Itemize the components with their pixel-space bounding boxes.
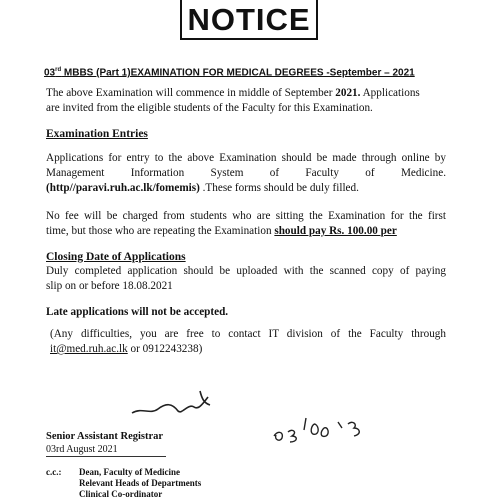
handwritten-date-mark xyxy=(270,410,390,450)
fee-text: time, but those who are repeating the Examination xyxy=(46,225,275,237)
intro-line-2: are invited from the eligible students of the Faculty for this Examination. xyxy=(46,102,373,114)
signature-date: 03rd August 2021 xyxy=(46,444,118,455)
entries-paragraph xyxy=(46,151,446,196)
cc-item: Relevant Heads of Departments xyxy=(79,478,202,488)
fee-amount: should pay Rs. 100.00 per xyxy=(274,225,397,237)
intro-line-1 xyxy=(46,86,446,101)
intro-paragraph xyxy=(46,86,446,116)
intro-text-c: Applications xyxy=(360,87,420,99)
closing-line-1: Duly completed application should be uploaded with the scanned copy of paying xyxy=(46,265,446,277)
contact-email-link[interactable]: it@med.ruh.ac.lk xyxy=(50,343,128,355)
intro-text-a: The above Examination will commence in middle of September xyxy=(46,87,336,99)
cc-list xyxy=(79,467,201,500)
entries-url: (http//paravi.ruh.ac.lk/fomemis) xyxy=(46,182,200,194)
fee-line-2 xyxy=(46,224,446,239)
cc-item: Dean, Faculty of Medicine xyxy=(79,467,180,477)
cc-item: Clinical Co-ordinator xyxy=(79,489,163,499)
fee-paragraph xyxy=(46,209,446,239)
late-notice: Late applications will not be accepted. xyxy=(46,306,229,318)
signature-divider xyxy=(46,456,166,457)
signature-scribble-icon xyxy=(130,385,230,430)
entries-heading: Examination Entries xyxy=(46,128,148,140)
closing-line-2: slip on or before 18.08.2021 xyxy=(46,280,173,292)
entries-line-2: Management Information System of Faculty of Medicine. xyxy=(46,167,446,179)
exam-title xyxy=(44,67,415,78)
cc-label: c.c.: xyxy=(46,467,62,477)
contact-line-1: (Any difficulties, you are free to contact IT division of the Faculty through xyxy=(50,328,446,340)
notice-title: NOTICE xyxy=(187,2,311,37)
intro-year: 2021. xyxy=(335,87,361,99)
exam-title-prefix: 03 xyxy=(44,67,56,79)
entries-text: .These forms should be duly filled. xyxy=(199,182,359,194)
contact-line-2 xyxy=(50,342,446,357)
fee-line-1: No fee will be charged from students who are sitting the Examination for the first xyxy=(46,210,446,222)
entries-line-3 xyxy=(46,181,446,196)
contact-paragraph xyxy=(50,327,446,357)
contact-phone: or 0912243238) xyxy=(127,343,203,355)
closing-heading: Closing Date of Applications xyxy=(46,251,186,263)
signature-title: Senior Assistant Registrar xyxy=(46,431,164,442)
entries-line-1: Applications for entry to the above Examination should be made through online by xyxy=(46,152,446,164)
exam-title-rest: MBBS (Part 1)EXAMINATION FOR MEDICAL DEGREES -September – 2021 xyxy=(61,67,415,79)
closing-paragraph xyxy=(46,264,446,294)
exam-title-ordinal: rd xyxy=(55,67,62,73)
